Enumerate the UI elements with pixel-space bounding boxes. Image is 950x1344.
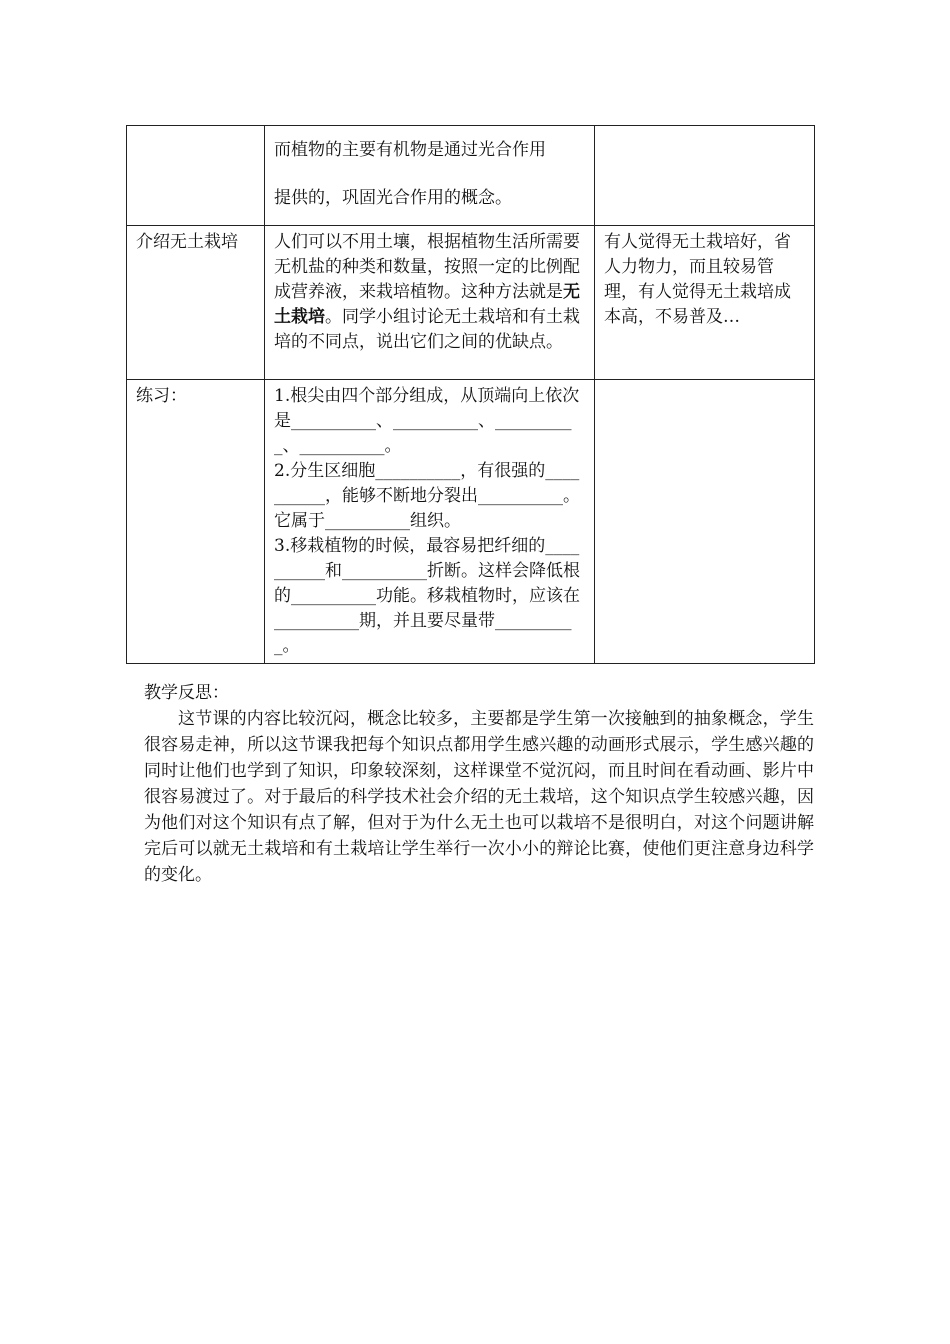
cell-note: 有人觉得无土栽培好，省人力物力，而且较易管理，有人觉得无土栽培成本高，不易普及… [595,226,815,380]
exercise-question: 2.分生区细胞__________，有很强的__________，能够不断地分裂出__________。它属于__________组织。 [274,461,580,531]
table-row-exercise [127,380,815,664]
exercise-question: 3.移栽植物的时候，最容易把纤细的__________和__________折断。这样会降低根的__________功能。移栽植物时，应该在__________期，并且要尽量带__________。 [274,536,580,656]
content-text: 人们可以不用土壤，根据植物生活所需要无机盐的种类和数量，按照一定的比例配成营养液，来栽培植物。这种方法就是 [274,232,580,302]
exercise-question: 1.根尖由四个部分组成，从顶端向上依次是__________、__________、__________、__________。 [274,386,580,456]
cell-content [265,126,595,226]
table-row-intro [127,226,815,380]
reflection-title: 教学反思： [144,683,229,703]
content-line: 而植物的主要有机物是通过光合作用 [274,140,546,160]
emphasis-term: 无土栽培 [274,282,580,327]
content-line: 提供的，巩固光合作用的概念。 [274,188,512,208]
reflection-body: 这节课的内容比较沉闷，概念比较多，主要都是学生第一次接触到的抽象概念，学生很容易走神，所以这节课我把每个知识点都用学生感兴趣的动画形式展示，学生感兴趣的同时让他们也学到了知识，印象较深刻，这样课堂不觉沉闷，而且时间在看动画、影片中很容易渡过了。对于最后的科学技术社会介绍的无土栽培，这个知识点学生较感兴趣，因为他们对这个知识有点了解，但对于为什么无土也可以栽培不是很明白，对这个问题讲解完后可以就无土栽培和有土栽培让学生举行一次小小的辩论比赛，使他们更注意身边科学的变化。 [144,709,814,885]
table-row-continuation [127,126,815,226]
cell-section: 练习： [127,380,265,664]
teaching-reflection [144,680,814,888]
cell-section: 介绍无土栽培 [127,226,265,380]
cell-section [127,126,265,226]
cell-content [265,380,595,664]
lesson-plan-table [126,125,815,664]
cell-note [595,126,815,226]
cell-note [595,380,815,664]
content-text: 。同学小组讨论无土栽培和有土栽培的不同点，说出它们之间的优缺点。 [274,307,580,352]
cell-content [265,226,595,380]
